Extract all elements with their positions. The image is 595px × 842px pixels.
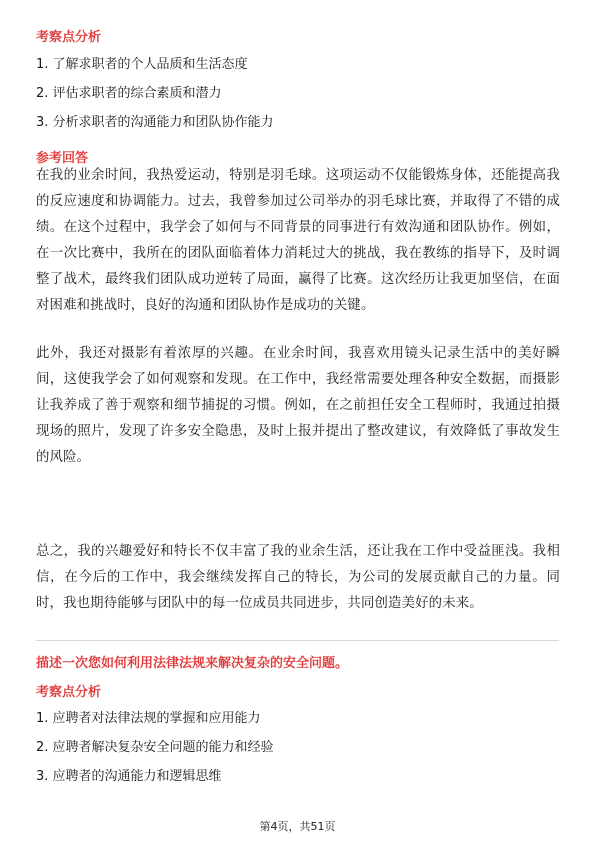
analysis-item-1: 1. 了解求职者的个人品质和生活态度 [36,57,248,72]
answer-paragraph-2: 此外，我还对摄影有着浓厚的兴趣。在业余时间，我喜欢用镜头记录生活中的美好瞬间，这使我学会了如何观察和发现。在工作中，我经常需要处理各种安全数据，而摄影让我养成了善于观察和细节捕捉的习惯。例如，在之前担任安全工程师时，我通过拍摄现场的照片，发现了许多安全隐患，及时上报并提出了整改建议，有效降低了事故发生的风险。 [36,346,560,466]
analysis-item-3: 3. 分析求职者的沟通能力和团队协作能力 [36,115,274,130]
page-number: 第4页，共51页 [259,820,336,833]
analysis-heading-2: 考察点分析 [36,685,102,700]
analysis-item-2-2: 2. 应聘者解决复杂安全问题的能力和经验 [36,740,274,755]
analysis-item-2-1: 1. 应聘者对法律法规的掌握和应用能力 [36,711,261,726]
analysis-item-2-3: 3. 应聘者的沟通能力和逻辑思维 [36,769,222,784]
answer-paragraph-3: 总之，我的兴趣爱好和特长不仅丰富了我的业余生活，还让我在工作中受益匪浅。我相信，在今后的工作中，我会继续发挥自己的特长，为公司的发展贡献自己的力量。同时，我也期待能够与团队中的每一位成员共同进步，共同创造美好的未来。 [36,544,560,612]
question-title: 描述一次您如何利用法律法规来解决复杂的安全问题。 [36,656,349,671]
answer-paragraph-1: 在我的业余时间，我热爱运动，特别是羽毛球。这项运动不仅能锻炼身体，还能提高我的反应速度和协调能力。过去，我曾参加过公司举办的羽毛球比赛，并取得了不错的成绩。在这个过程中，我学会了如何与不同背景的同事进行有效沟通和团队协作。例如，在一次比赛中，我所在的团队面临着体力消耗过大的挑战，我在教练的指导下，及时调整了战术，最终我们团队成功逆转了局面，赢得了比赛。这次经历让我更加坚信，在面对困难和挑战时，良好的沟通和团队协作是成功的关键。 [36,168,560,314]
analysis-item-2: 2. 评估求职者的综合素质和潜力 [36,86,222,101]
analysis-heading: 考察点分析 [36,30,102,45]
section-divider [36,640,559,641]
answer-heading: 参考回答 [36,151,89,166]
